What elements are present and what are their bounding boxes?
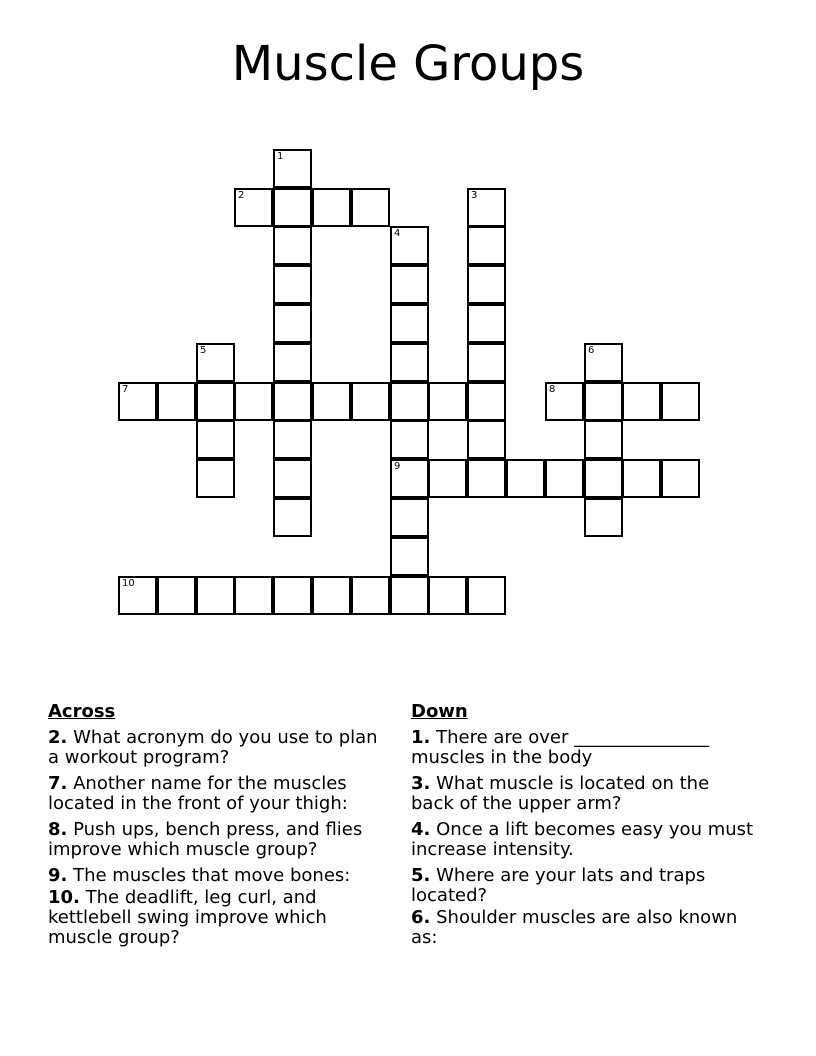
grid-cell[interactable] bbox=[467, 304, 506, 343]
grid-cell[interactable] bbox=[234, 188, 273, 227]
grid-cell[interactable] bbox=[312, 188, 351, 227]
clue-number: 5. bbox=[411, 865, 431, 886]
grid-cell[interactable] bbox=[196, 343, 235, 382]
cell-number: 5 bbox=[200, 345, 207, 356]
down-heading: Down bbox=[411, 701, 468, 722]
grid-cell[interactable] bbox=[467, 343, 506, 382]
grid-cell[interactable] bbox=[467, 226, 506, 265]
grid-cell[interactable] bbox=[390, 226, 429, 265]
grid-cell[interactable] bbox=[273, 459, 312, 498]
grid-cell[interactable] bbox=[467, 188, 506, 227]
grid-cell[interactable] bbox=[467, 576, 506, 615]
grid-cell[interactable] bbox=[273, 226, 312, 265]
grid-cell[interactable] bbox=[273, 420, 312, 459]
grid-cell[interactable] bbox=[661, 382, 700, 421]
grid-cell[interactable] bbox=[312, 382, 351, 421]
clue-text: Once a lift becomes easy you must increase intensity. bbox=[411, 819, 754, 860]
grid-cell[interactable] bbox=[273, 382, 312, 421]
clue-text: Push ups, bench press, and flies improve which muscle group? bbox=[48, 819, 363, 860]
grid-cell[interactable] bbox=[273, 343, 312, 382]
clue-number: 10. bbox=[48, 887, 80, 908]
page-title: Muscle Groups bbox=[231, 36, 585, 92]
across-clue bbox=[48, 820, 393, 860]
grid-cell[interactable] bbox=[273, 188, 312, 227]
grid-cell[interactable] bbox=[428, 382, 467, 421]
cell-number: 2 bbox=[238, 190, 245, 201]
grid-cell[interactable] bbox=[273, 576, 312, 615]
grid-cell[interactable] bbox=[584, 343, 623, 382]
cell-number: 7 bbox=[122, 384, 129, 395]
clue-number: 1. bbox=[411, 727, 431, 748]
grid-cell[interactable] bbox=[428, 459, 467, 498]
across-clue bbox=[48, 774, 393, 814]
clue-text: What muscle is located on the back of the upper arm? bbox=[411, 773, 710, 814]
grid-cell[interactable] bbox=[196, 382, 235, 421]
across-clue bbox=[48, 728, 393, 768]
down-clue bbox=[411, 908, 756, 948]
clue-text: Where are your lats and traps located? bbox=[411, 865, 706, 906]
grid-cell[interactable] bbox=[312, 576, 351, 615]
down-clue bbox=[411, 820, 756, 860]
clue-text: The deadlift, leg curl, and kettlebell swing improve which muscle group? bbox=[48, 887, 327, 948]
grid-cell[interactable] bbox=[390, 459, 429, 498]
clue-number: 7. bbox=[48, 773, 68, 794]
grid-cell[interactable] bbox=[390, 304, 429, 343]
grid-cell[interactable] bbox=[234, 576, 273, 615]
grid-cell[interactable] bbox=[545, 459, 584, 498]
across-clues bbox=[48, 702, 393, 954]
grid-cell[interactable] bbox=[584, 498, 623, 537]
grid-cell[interactable] bbox=[467, 382, 506, 421]
down-clue bbox=[411, 728, 756, 768]
clue-number: 2. bbox=[48, 727, 68, 748]
clue-number: 4. bbox=[411, 819, 431, 840]
grid-cell[interactable] bbox=[351, 576, 390, 615]
grid-cell[interactable] bbox=[351, 188, 390, 227]
down-clues bbox=[411, 702, 756, 954]
across-clue bbox=[48, 888, 393, 948]
cell-number: 3 bbox=[471, 190, 478, 201]
clue-number: 6. bbox=[411, 907, 431, 928]
grid-cell[interactable] bbox=[428, 576, 467, 615]
clue-number: 3. bbox=[411, 773, 431, 794]
grid-cell[interactable] bbox=[661, 459, 700, 498]
cell-number: 4 bbox=[394, 228, 401, 239]
grid-cell[interactable] bbox=[273, 498, 312, 537]
grid-cell[interactable] bbox=[157, 382, 196, 421]
grid-cell[interactable] bbox=[196, 420, 235, 459]
grid-cell[interactable] bbox=[622, 459, 661, 498]
cell-number: 1 bbox=[277, 151, 284, 162]
grid-cell[interactable] bbox=[390, 537, 429, 576]
grid-cell[interactable] bbox=[467, 459, 506, 498]
clue-number: 9. bbox=[48, 865, 68, 886]
clue-text: The muscles that move bones: bbox=[73, 865, 351, 886]
cell-number: 8 bbox=[549, 384, 556, 395]
clue-text: What acronym do you use to plan a workout program? bbox=[48, 727, 378, 768]
grid-cell[interactable] bbox=[351, 382, 390, 421]
grid-cell[interactable] bbox=[234, 382, 273, 421]
cell-number: 6 bbox=[588, 345, 595, 356]
grid-cell[interactable] bbox=[273, 265, 312, 304]
grid-cell[interactable] bbox=[390, 265, 429, 304]
grid-cell[interactable] bbox=[390, 382, 429, 421]
across-heading: Across bbox=[48, 701, 116, 722]
grid-cell[interactable] bbox=[390, 343, 429, 382]
grid-cell[interactable] bbox=[157, 576, 196, 615]
clue-text: Shoulder muscles are also known as: bbox=[411, 907, 738, 948]
grid-cell[interactable] bbox=[196, 459, 235, 498]
grid-cell[interactable] bbox=[390, 420, 429, 459]
grid-cell[interactable] bbox=[390, 576, 429, 615]
grid-cell[interactable] bbox=[118, 576, 157, 615]
cell-number: 9 bbox=[394, 461, 401, 472]
grid-cell[interactable] bbox=[273, 304, 312, 343]
grid-cell[interactable] bbox=[467, 420, 506, 459]
clue-text: Another name for the muscles located in the front of your thigh: bbox=[48, 773, 348, 814]
clue-text: There are over _______________ muscles in the body bbox=[411, 727, 710, 768]
cell-number: 10 bbox=[122, 578, 135, 589]
grid-cell[interactable] bbox=[506, 459, 545, 498]
down-clue bbox=[411, 774, 756, 814]
across-clue bbox=[48, 866, 393, 886]
grid-cell[interactable] bbox=[622, 382, 661, 421]
grid-cell[interactable] bbox=[584, 420, 623, 459]
grid-cell[interactable] bbox=[584, 459, 623, 498]
grid-cell[interactable] bbox=[118, 382, 157, 421]
grid-cell[interactable] bbox=[390, 498, 429, 537]
grid-cell[interactable] bbox=[467, 265, 506, 304]
grid-cell[interactable] bbox=[196, 576, 235, 615]
clue-number: 8. bbox=[48, 819, 68, 840]
grid-cell[interactable] bbox=[584, 382, 623, 421]
grid-cell[interactable] bbox=[273, 149, 312, 188]
grid-cell[interactable] bbox=[545, 382, 584, 421]
down-clue bbox=[411, 866, 756, 906]
